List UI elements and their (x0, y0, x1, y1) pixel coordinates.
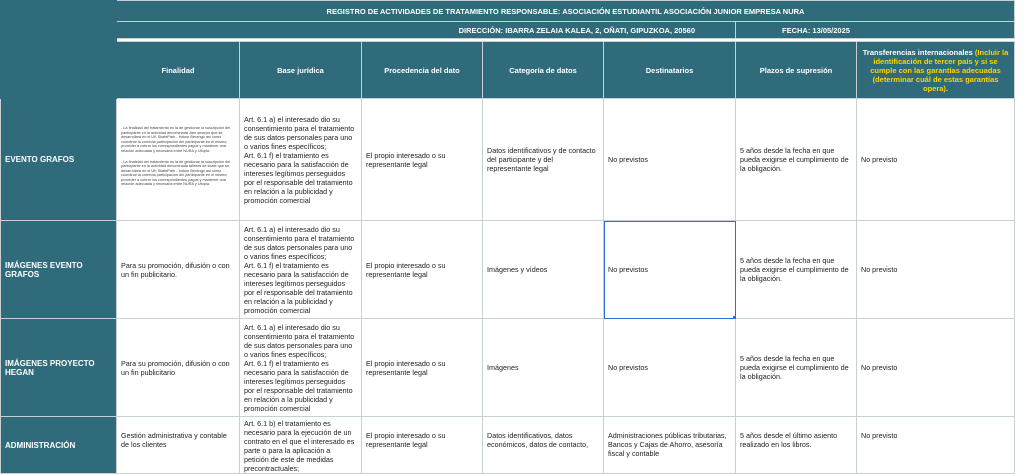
fecha-cell[interactable]: FECHA: 13/05/2025 (736, 22, 1015, 39)
transferencias-cell[interactable]: No previsto (857, 417, 1015, 474)
destinatarios-cell[interactable]: No previstos (604, 319, 736, 417)
procedencia-cell[interactable]: El propio interesado o su representante legal (362, 221, 483, 319)
row-header[interactable]: ADMINISTRACIÓN (1, 417, 117, 474)
col-header-transferencias[interactable] (857, 42, 1015, 99)
destinatarios-text: No previstos (608, 265, 648, 274)
table-row (1, 99, 1015, 221)
col-header-base-juridica[interactable]: Base jurídica (240, 42, 362, 99)
base-juridica-cell[interactable]: Art. 6.1 a) el interesado dio su consentimiento para el tratamiento de sus datos personales para uno o varios fines específicos; Art. 6.1 f) el tratamiento es necesario para la satisfacción de intereses legítimos perseguidos por el responsable del tratamiento en relación a la publicidad y promoción comercial (240, 99, 362, 221)
destinatarios-cell-selected[interactable] (604, 221, 736, 319)
finalidad-paragraph: - La finalidad del tratamiento es la de gestionar la suscripción del participante en la actividad denominada talleres de skate que se desarrollará en el UK SkatePark - Indoor Berango así como coordinar la correcta participación del participante en el mismo; proceder a cobrar los correspondientes pagos y mantener una relación adecuada y necesaria entre NURA y Utopía. (121, 159, 231, 187)
row-header[interactable]: EVENTO GRAFOS (1, 99, 117, 221)
table-row (1, 319, 1015, 417)
destinatarios-cell[interactable]: No previstos (604, 99, 736, 221)
finalidad-cell[interactable]: Para su promoción, difusión o con un fin publicitario (117, 319, 240, 417)
plazos-cell[interactable]: 5 años desde el último asiento realizado en los libros. (736, 417, 857, 474)
fill-handle[interactable] (733, 316, 736, 319)
direccion-cell[interactable]: DIRECCIÓN: IBARRA ZELAIA KALEA, 2, OÑATI, GIPUZKOA, 20560 (117, 22, 736, 39)
categoria-cell[interactable]: Imágenes y vídeos (483, 221, 604, 319)
row-header[interactable]: IMÁGENES EVENTO GRAFOS (1, 221, 117, 319)
procedencia-cell[interactable]: El propio interesado o su representante legal (362, 319, 483, 417)
base-juridica-cell[interactable]: Art. 6.1 a) el interesado dio su consentimiento para el tratamiento de sus datos personales para uno o varios fines específicos; Art. 6.1 f) el tratamiento es necesario para la satisfacción de intereses legítimos perseguidos por el responsable del tratamiento en relación a la publicidad y promoción comercial (240, 319, 362, 417)
procedencia-cell[interactable]: El propio interesado o su representante legal (362, 99, 483, 221)
row-header[interactable]: IMÁGENES PROYECTO HEGAN (1, 319, 117, 417)
destinatarios-cell[interactable]: Administraciones públicas tributarias, Bancos y Cajas de Ahorro, asesoría fiscal y contable (604, 417, 736, 474)
transferencias-cell[interactable]: No previsto (857, 221, 1015, 319)
finalidad-cell[interactable]: Gestión administrativa y contable de los clientes (117, 417, 240, 474)
plazos-cell[interactable]: 5 años desde la fecha en que pueda exigirse el cumplimiento de la obligación. (736, 99, 857, 221)
finalidad-cell[interactable]: Para su promoción, difusión o con un fin publicitario. (117, 221, 240, 319)
col-header-destinatarios[interactable]: Destinatarios (604, 42, 736, 99)
transferencias-note: (Incluir la identificación de tercer país y si se cumple con las garantías adecuadas (determinar cuál de estas garantías opera). (870, 47, 1009, 93)
transferencias-cell[interactable]: No previsto (857, 99, 1015, 221)
transferencias-title: Transferencias internacionales (862, 47, 973, 57)
corner-cell[interactable] (1, 1, 117, 99)
plazos-cell[interactable]: 5 años desde la fecha en que pueda exigirse el cumplimiento de la obligación. (736, 319, 857, 417)
finalidad-cell[interactable] (117, 99, 240, 221)
col-header-categoria[interactable]: Categoría de datos (483, 42, 604, 99)
title-cell[interactable]: REGISTRO DE ACTIVIDADES DE TRATAMIENTO RESPONSABLE: ASOCIACIÓN ESTUDIANTIL ASOCIACIÓN JUNIOR EMPRESA NURA (117, 1, 1015, 22)
categoria-cell[interactable]: Datos identificativos, datos económicos, datos de contacto, (483, 417, 604, 474)
categoria-cell[interactable]: Imágenes (483, 319, 604, 417)
base-juridica-cell[interactable]: Art. 6.1 a) el interesado dio su consentimiento para el tratamiento de sus datos personales para uno o varios fines específicos; Art. 6.1 f) el tratamiento es necesario para la satisfacción de intereses legítimos perseguidos por el responsable del tratamiento en relación a la publicidad y promoción comercial (240, 221, 362, 319)
col-header-finalidad[interactable]: Finalidad (117, 42, 240, 99)
transferencias-cell[interactable]: No previsto (857, 319, 1015, 417)
procedencia-cell[interactable]: El propio interesado o su representante legal (362, 417, 483, 474)
col-header-procedencia[interactable]: Procedencia del dato (362, 42, 483, 99)
categoria-cell[interactable]: Datos identificativos y de contacto del participante y del representante legal (483, 99, 604, 221)
plazos-cell[interactable]: 5 años desde la fecha en que pueda exigirse el cumplimiento de la obligación. (736, 221, 857, 319)
finalidad-paragraph: - La finalidad del tratamiento es la de gestionar la suscripción del participante en la actividad denominada Jam session que se desarrollará en el UK SkatePark - Indoor Berango así como coordinar la correcta participación del participante en el mismo; proceder a cobrar los correspondientes pagos y mantener una relación adecuada y necesaria entre NURA y Utopía. (121, 125, 231, 153)
table-row (1, 417, 1015, 474)
base-juridica-cell[interactable]: Art. 6.1 b) el tratamiento es necesario para la ejecución de un contrato en el que el interesado es parte o para la aplicación a petición de este de medidas precontractuales; (240, 417, 362, 474)
col-header-plazos[interactable]: Plazos de supresión (736, 42, 857, 99)
table-row (1, 221, 1015, 319)
